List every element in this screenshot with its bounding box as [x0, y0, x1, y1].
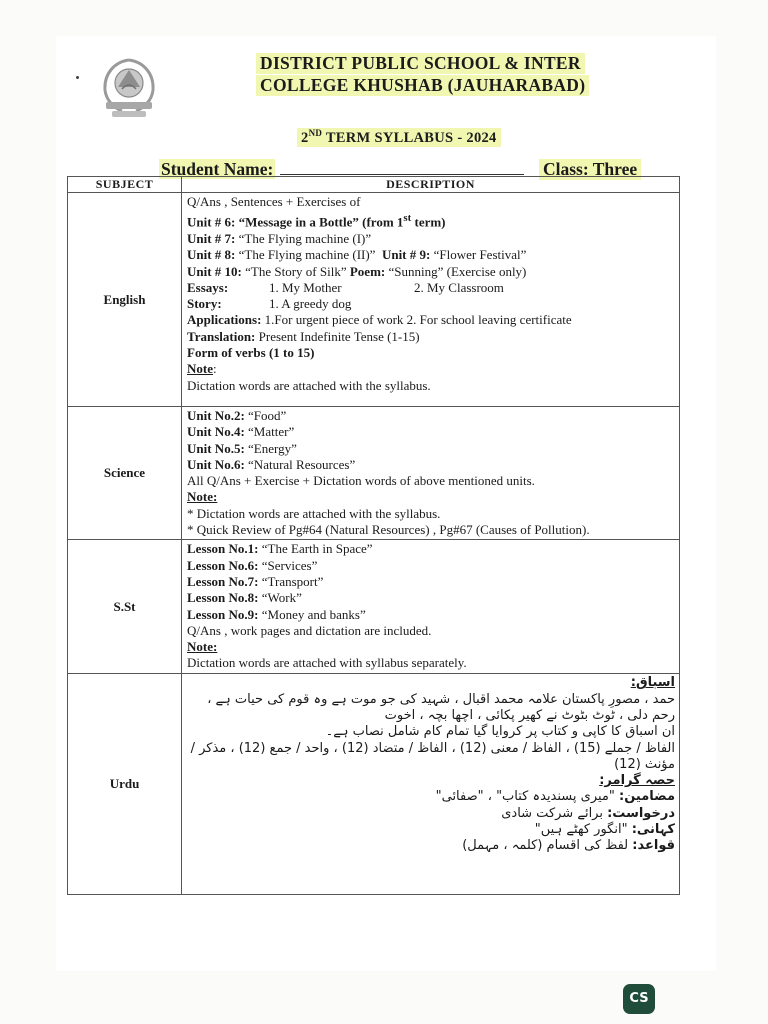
student-name-blank [280, 160, 524, 175]
subject-english: English [68, 193, 182, 407]
school-name-line1: DISTRICT PUBLIC SCHOOL & INTER [256, 53, 585, 74]
subject-science: Science [68, 407, 182, 540]
school-name-line2: COLLEGE KHUSHAB (JAUHARABAD) [256, 75, 589, 96]
table-row-sst [68, 540, 680, 674]
school-crest-icon [96, 56, 162, 122]
student-name-label: Student Name: [161, 159, 274, 179]
school-header [256, 53, 636, 97]
sst-description: Lesson No.1: “The Earth in Space” Lesson No.6: “Services” Lesson No.7: “Transport” Lesson No.8: “Work” Lesson No.9: “Money and banks” Q/Ans , work pages and dictation are included. Note: Dictation words are attached with syllabus separately. [182, 540, 680, 674]
urdu-description: اسباق: حمد ، مصورِ پاکستان علامہ محمد اقبال ، شہید کی جو موت ہے وہ قوم کی حیات ہے ، رحم دلی ، ٹوٹ بٹوٹ نے کھیر پکائی ، اچھا بچہ ، اخوت ان اسباق کا کاپی و کتاب پر کروایا گیا تمام کام شامل نصاب ہے۔ الفاظ / جملے (15) ، الفاظ / معنی (12) ، الفاظ / متضاد (12) ، واحد / جمع (12) ، مذکر / مؤنث (12) حصہ گرامر: مضامین: "میری پسندیدہ کتاب" ، "صفائی" درخواست: برائے شرکت شادی کہانی: "انگور کھٹے ہیں" قواعد: لفظ کی اقسام (کلمہ ، مہمل) [182, 674, 680, 895]
table-row-urdu [68, 674, 680, 895]
table-row-science [68, 407, 680, 540]
class-label: Class: Three [539, 159, 641, 180]
subject-sst: S.St [68, 540, 182, 674]
scan-speck [76, 76, 79, 79]
table-row-english [68, 193, 680, 407]
description-column-header: DESCRIPTION [182, 177, 680, 193]
term-title: 2ND TERM SYLLABUS - 2024 [297, 128, 501, 147]
camscanner-logo-icon: CS [623, 984, 655, 1014]
english-description: Q/Ans , Sentences + Exercises of Unit # 6: “Message in a Bottle” (from 1st term) Unit # 7: “The Flying machine (I)” Unit # 8: “The Flying machine (II)” Unit # 9: “Flower Festival” Unit # 10: “The Story of Silk” Poem: “Sunning” (Exercise only) Essays: 1. My Mother 2. My Classroom Story: 1. A greedy dog Applications: 1.For urgent piece of work 2. For school leaving certificate Translation: Present Indefinite Tense (1-15) Form of verbs (1 to 15) Note: Dictation words are attached with the syllabus. [182, 193, 680, 407]
science-description: Unit No.2: “Food” Unit No.4: “Matter” Unit No.5: “Energy” Unit No.6: “Natural Resources” All Q/Ans + Exercise + Dictation words of above mentioned units. Note: * Dictation words are attached with the syllabus. * Quick Review of Pg#64 (Natural Resources) , Pg#67 (Causes of Pollution). [182, 407, 680, 540]
syllabus-table [67, 176, 680, 895]
subject-urdu: Urdu [68, 674, 182, 895]
table-header-row [68, 177, 680, 193]
subject-column-header: SUBJECT [68, 177, 182, 193]
